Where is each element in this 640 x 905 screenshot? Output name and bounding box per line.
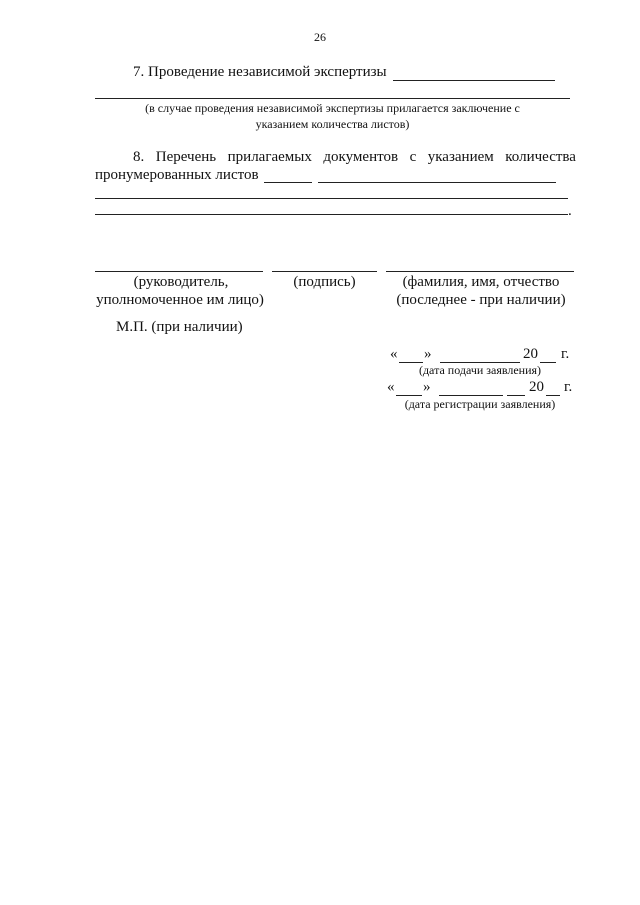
- registration-date-close-quote: »: [423, 379, 431, 395]
- submission-year-prefix: 20: [523, 346, 538, 362]
- submission-date-caption: (дата подачи заявления): [418, 363, 542, 377]
- submission-year-suffix: г.: [561, 346, 570, 362]
- signature-caption-sign: (подпись): [293, 274, 356, 290]
- stamp-label: М.П. (при наличии): [116, 319, 243, 335]
- section7-label: 7. Проведение независимой экспертизы: [133, 64, 387, 80]
- section8-end-dot: .: [568, 203, 572, 219]
- section8-word: документов: [323, 149, 399, 165]
- section8-label-line2: пронумерованных листов: [95, 167, 259, 183]
- signature-caption-name-1: (фамилия, имя, отчество: [402, 274, 560, 290]
- registration-day-line: [396, 395, 422, 396]
- section8-fill-line-3: [95, 214, 568, 215]
- submission-date-close-quote: »: [424, 346, 432, 362]
- signature-line-head: [95, 271, 263, 272]
- section8-word: количества: [505, 149, 576, 165]
- registration-date-caption: (дата регистрации заявления): [404, 397, 556, 411]
- signature-caption-head-1: (руководитель,: [133, 274, 229, 290]
- section8-word: 8.: [133, 149, 145, 165]
- signature-caption-name-2: (последнее - при наличии): [396, 292, 566, 308]
- signature-line-name: [386, 271, 574, 272]
- signature-caption-head-2: уполномоченное им лицо): [96, 292, 264, 308]
- section8-word: Перечень: [155, 149, 217, 165]
- submission-date-open-quote: «: [390, 346, 398, 362]
- section7-fill-line-2: [95, 98, 570, 99]
- section7-fill-line: [393, 80, 555, 81]
- section7-note-line2: указанием количества листов): [255, 117, 410, 131]
- section8-word: с: [409, 149, 417, 165]
- signature-line-sign: [272, 271, 377, 272]
- section8-word: указанием: [427, 149, 494, 165]
- registration-date-open-quote: «: [387, 379, 395, 395]
- section8-label-line1: [133, 149, 576, 166]
- section8-fill-line-b: [318, 182, 556, 183]
- section8-fill-line-2: [95, 198, 568, 199]
- registration-year-suffix: г.: [564, 379, 573, 395]
- registration-year-line: [546, 395, 560, 396]
- section8-fill-line-a: [264, 182, 312, 183]
- registration-month-line: [439, 395, 503, 396]
- registration-month-line-2: [507, 395, 525, 396]
- page-number: 26: [314, 30, 326, 44]
- section7-note-line1: (в случае проведения независимой экспертизы прилагается заключение с: [145, 101, 520, 115]
- section8-word: прилагаемых: [227, 149, 312, 165]
- registration-year-prefix: 20: [529, 379, 544, 395]
